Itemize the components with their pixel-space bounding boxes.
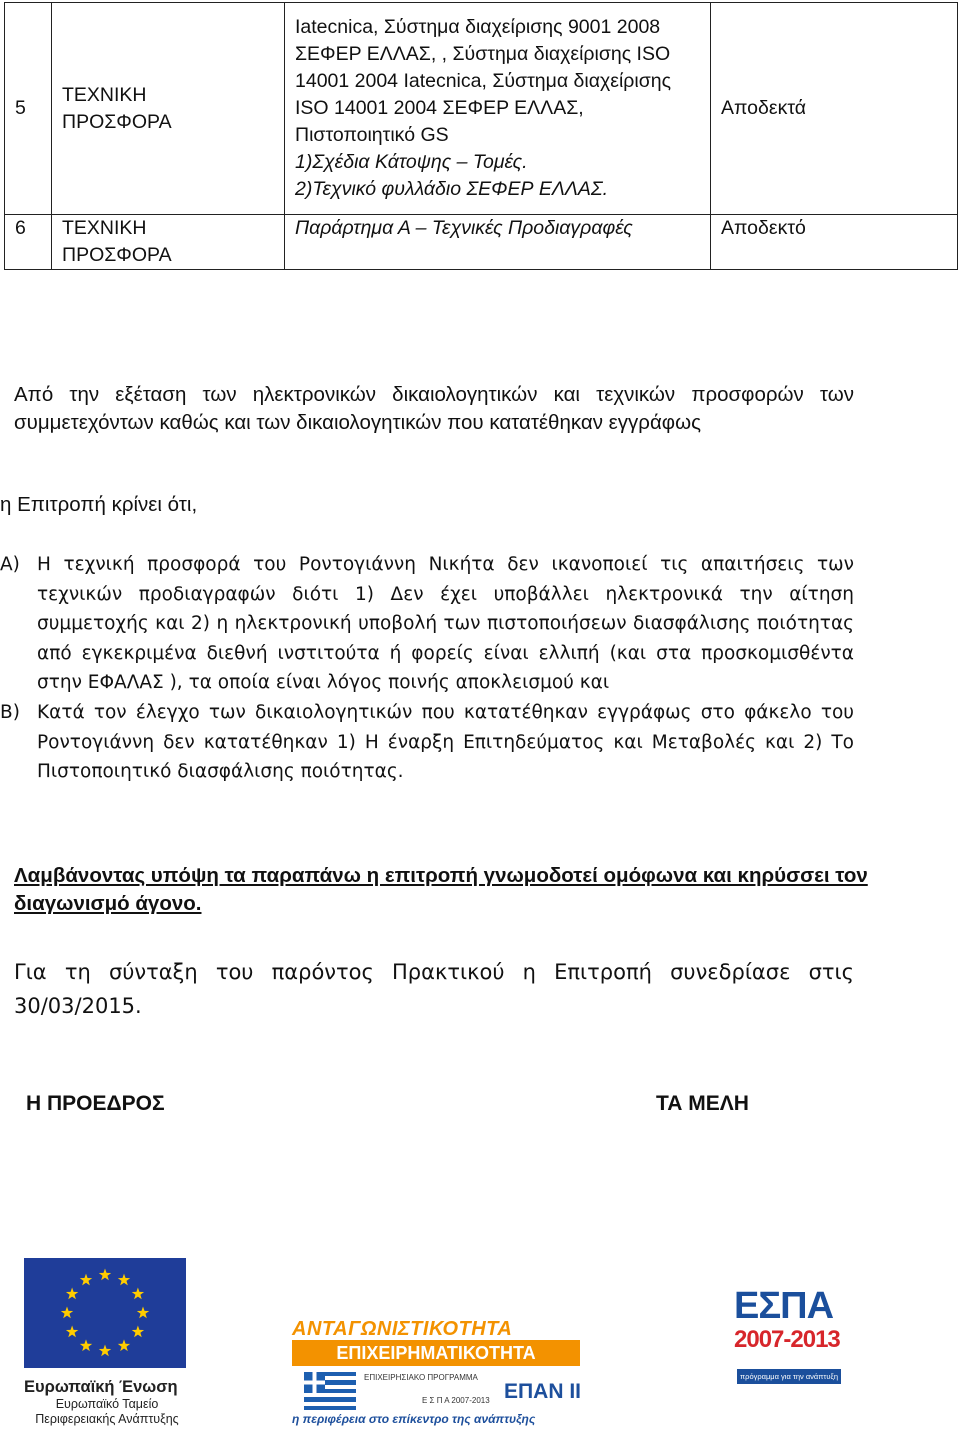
session-date: 30/03/2015. [14,994,142,1018]
offer-type-line: ΤΕΧΝΙΚΗ [62,83,147,106]
epan-slogan: η περιφέρεια στο επίκεντρο της ανάπτυξης [292,1412,536,1426]
evaluation-result: Αποδεκτό [711,215,958,270]
epan-label: ΕΠΑΝ II [504,1380,582,1403]
eu-logo-subtitle: Ευρωπαϊκό Ταμείο [55,1397,159,1411]
table-row [5,215,958,270]
description-line: 14001 2004 Iatecnica, Σύστημα διαχείρισης [295,70,671,92]
epan-small-text: ΕΠΙΧΕΙΡΗΣΙΑΚΟ ΠΡΟΓΡΑΜΜΑ [364,1373,478,1382]
eu-logo [24,1258,190,1428]
item-text: Κατά τον έλεγχο των δικαιολογητικών που κατατέθηκαν εγγράφως στο φάκελο του Ροντογιάννη δεν κατατέθηκαν 1) Η έναρξη Επιτηδεύματος και Μεταβολές και 2) Το Πιστοποιητικό διασφάλισης ποιότητας. [37,701,854,783]
description-line: 2)Τεχνικό φυλλάδιο ΣΕΦΕΡ ΕΛΛΑΣ. [295,178,609,200]
list-item [0,550,854,698]
offer-description: Παράρτημα Α – Τεχνικές Προδιαγραφές [285,215,711,270]
row-number: 6 [5,215,52,270]
item-label: Β) [0,701,20,723]
espa-tagline: πρόγραμμα για την ανάπτυξη [737,1369,841,1384]
list-item [0,698,854,787]
description-line: Iatecnica, Σύστημα διαχείρισης 9001 2008 [295,16,661,38]
eu-logo-title: Ευρωπαϊκή Ένωση [24,1378,178,1396]
signature-president: Η ΠΡΟΕΔΡΟΣ [26,1092,165,1115]
eu-flag-icon [24,1258,186,1368]
greek-flag-icon [304,1372,356,1410]
eu-logo-subtitle: Περιφερειακής Ανάπτυξης [35,1412,179,1426]
session-statement: Για τη σύνταξη του παρόντος Πρακτικού η Επιτροπή συνεδρίασε στις [14,960,854,984]
espa-title: ΕΣΠΑ [734,1285,834,1327]
conclusion: Λαμβάνοντας υπόψη τα παραπάνω η επιτροπή γνωμοδοτεί ομόφωνα και κηρύσσει τον διαγωνισμό άγονο. [14,864,868,915]
table-row [5,3,958,215]
espa-small-text: Ε Σ Π Α 2007-2013 [422,1396,490,1405]
item-text: Η τεχνική προσφορά του Ροντογιάννη Νικήτα δεν ικανοποιεί τις απαιτήσεις των τεχνικών προδιαγραφών διότι 1) Δεν έχει υποβάλλει ηλεκτρονικά την αίτηση συμμετοχής και 2) η ηλεκτρονική υποβολή των πιστοποιήσεων διασφάλισης ποιότητας από εγκεκριμένα διεθνή ινστιτούτα ή φορείς είναι ελλιπή (και στα προσκομισθέντα στην ΕΦΑΛΑΣ ), τα οποία είναι λόγος ποινής αποκλεισμού και [37,554,854,694]
offer-type-line: ΠΡΟΣΦΟΡΑ [62,110,172,133]
epan-line2: ΕΠΙΧΕΙΡΗΜΑΤΙΚΟΤΗΤΑ [292,1340,580,1366]
row-number: 5 [5,3,52,215]
description-line: Πιστοποιητικό GS [295,124,449,146]
espa-years: 2007-2013 [734,1326,840,1353]
description-line: 1)Σχέδια Κάτοψης – Τομές. [295,151,528,173]
description-line: ISO 14001 2004 ΣΕΦΕΡ ΕΛΛΑΣ, [295,97,584,119]
description-line: ΣΕΦΕΡ ΕΛΛΑΣ, , Σύστημα διαχείρισης ISO [295,43,671,65]
findings-list [0,550,854,787]
offer-type-line: ΤΕΧΝΙΚΗ [62,217,147,239]
examination-paragraph: Από την εξέταση των ηλεκτρονικών δικαιολογητικών και τεχνικών προσφορών των συμμετεχόντων καθώς και των δικαιολογητικών που κατατέθηκαν εγγράφως [14,383,854,434]
offer-type [52,215,285,270]
evaluation-result: Αποδεκτά [711,3,958,215]
epan-logo [292,1318,584,1430]
item-label: Α) [0,554,20,575]
offers-table [4,2,958,270]
signature-members: ΤΑ ΜΕΛΗ [656,1092,749,1115]
espa-logo [734,1286,840,1398]
offer-description [285,3,711,215]
offer-type [52,3,285,215]
offer-type-line: ΠΡΟΣΦΟΡΑ [62,244,172,266]
epan-line1: ΑΝΤΑΓΩΝΙΣΤΙΚΟΤΗΤΑ [292,1318,513,1340]
committee-decides: η Επιτροπή κρίνει ότι, [0,493,198,516]
